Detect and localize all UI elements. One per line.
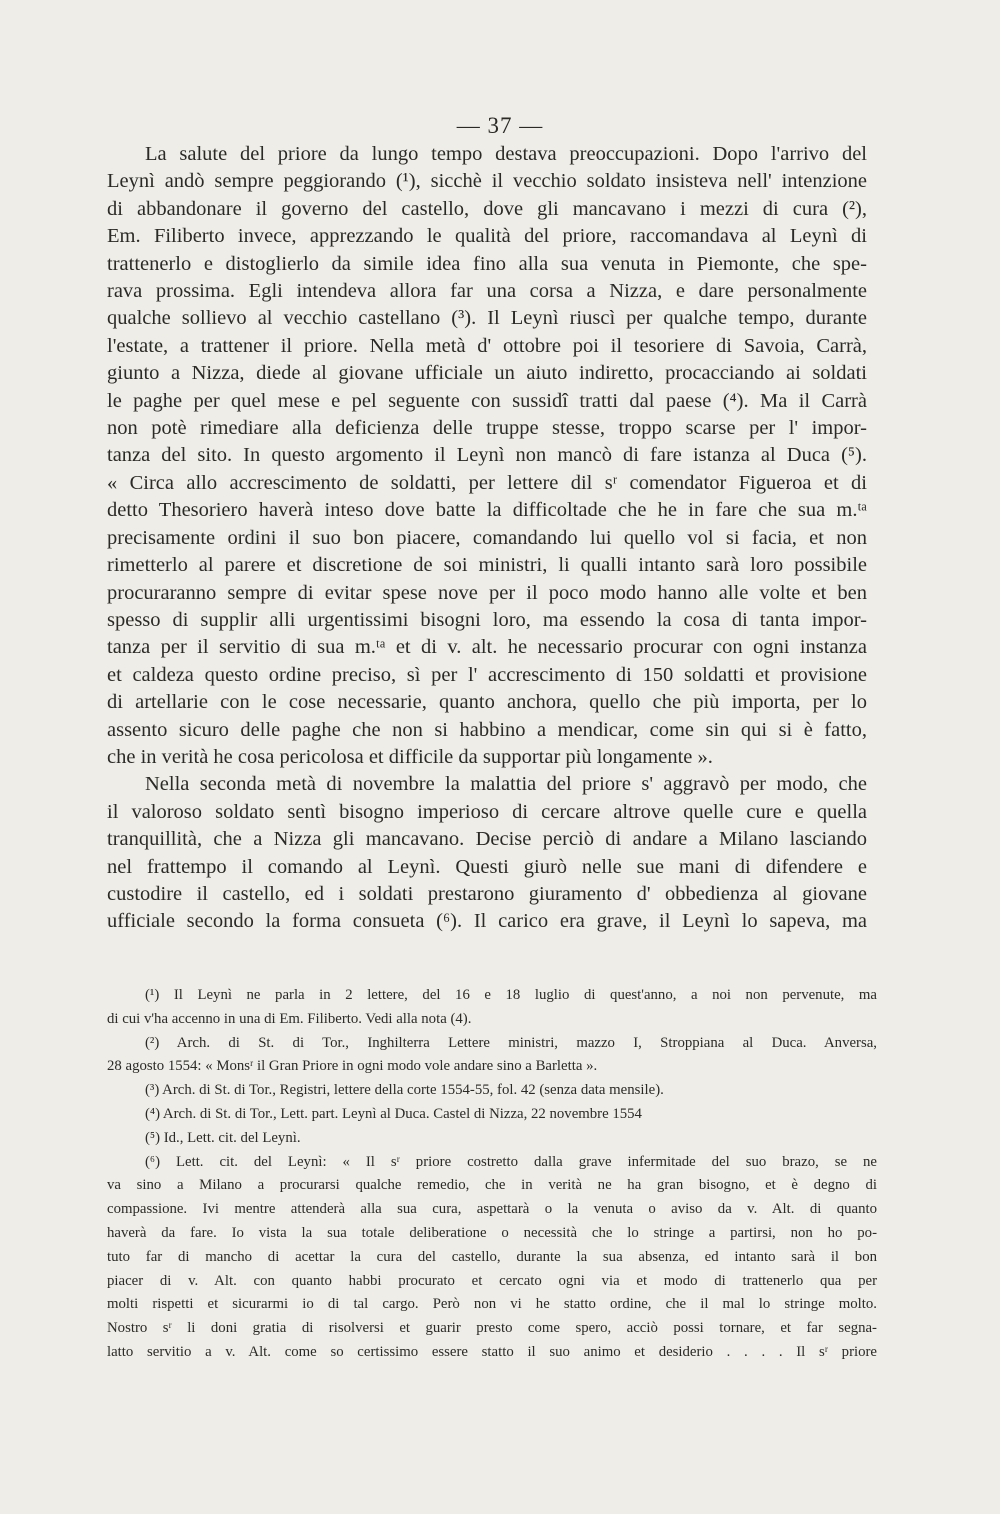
footnote-line: (³) Arch. di St. di Tor., Registri, lettere della corte 1554-55, fol. 42 (senza data mensile). — [145, 1082, 664, 1099]
footnote-line: 28 agosto 1554: « Monsʳ il Gran Priore in ogni modo vole andare sino a Barletta ». — [107, 1058, 598, 1075]
text-line: custodire il castello, ed i soldati prestarono giuramento d' obbedienza al giovane — [107, 882, 867, 905]
footnote-line: (⁴) Arch. di St. di Tor., Lett. part. Leynì al Duca. Castel di Nizza, 22 novembre 1554 — [145, 1105, 642, 1122]
text-line: tranquillità, che a Nizza gli mancavano. Decise perciò di andare a Milano lasciando — [107, 828, 867, 851]
text-line: nel frattempo il comando al Leynì. Questi giurò nelle sue mani di difendere e — [107, 855, 867, 878]
text-line: detto Thesoriero haverà inteso dove batte la difficoltade che he in fare che sua m.ᵗᵃ — [107, 499, 867, 522]
text-line: La salute del priore da lungo tempo destava preoccupazioni. Dopo l'arrivo del — [145, 143, 867, 165]
footnote-line: Nostro sʳ li doni gratia di risolversi et guarir presto come spero, acciò possi tornare, et far segna- — [107, 1320, 877, 1337]
text-line: che in verità he cosa pericolosa et difficile da supportar più longamente ». — [107, 745, 713, 768]
footnote-line: compassione. Ivi mentre attenderà alla sua cura, aspettarà o la venuta o aviso da v. Alt. di quanto — [107, 1201, 877, 1218]
text-line: Nella seconda metà di novembre la malattia del priore s' aggravò per modo, che — [145, 773, 867, 796]
text-line: spesso di supplir alli urgentissimi bisogni loro, ma essendo la cosa di tanta impor- — [107, 608, 867, 631]
text-line: non potè rimediare alla deficienza delle truppe stesse, troppo scarse per l' impor- — [107, 417, 867, 440]
text-line: rava prossima. Egli intendeva allora far una corsa a Nizza, e dare personalmente — [107, 280, 867, 303]
footnote-line: (⁵) Id., Lett. cit. del Leynì. — [145, 1129, 301, 1146]
footnote-line: latto servitio a v. Alt. come so certissimo essere statto il suo animo et desiderio . . . . Il sʳ priore — [107, 1343, 877, 1360]
text-line: precisamente ordini il suo bon piacere, comandando lui quello vol si facia, et non — [107, 526, 867, 549]
footnote-line: (¹) Il Leynì ne parla in 2 lettere, del 16 e 18 luglio di quest'anno, a noi non pervenute, ma — [145, 987, 877, 1003]
main-text — [107, 141, 867, 936]
text-line: « Circa allo accrescimento de soldatti, per lettere dil sʳ comendator Figueroa et di — [107, 471, 867, 494]
footnote-line: (²) Arch. di St. di Tor., Inghilterra Lettere ministri, mazzo I, Stroppiana al Duca. Anversa, — [145, 1034, 877, 1051]
text-line: di artellarie con le cose necessarie, quanto anchora, quello che più importa, per lo — [107, 691, 867, 714]
text-line: procuraranno sempre di evitar spese nove per il poco modo hanno alle volte et ben — [107, 581, 867, 604]
page-number: — 37 — — [456, 113, 544, 138]
text-line: trattenerlo e distoglierlo da simile idea fino alla sua venuta in Piemonte, che spe- — [107, 252, 867, 275]
text-line: Leynì andò sempre peggiorando (¹), sicchè il vecchio soldato insisteva nell' intenzione — [107, 170, 867, 193]
footnote-line: molti rispetti et sicurarmi io di tal cargo. Però non vi he statto ordine, che il mal lo stringe molto. — [107, 1296, 877, 1313]
footnotes — [107, 984, 877, 1365]
footnote-line: (⁶) Lett. cit. del Leynì: « Il sʳ priore costretto dalla grave infermitade del suo brazo, se ne — [145, 1153, 877, 1170]
footnote-line: tuto far di mancho di acettar la cura del castello, durante la sua absenza, ed intanto sarà il bon — [107, 1248, 877, 1265]
text-line: et caldeza questo ordine preciso, sì per l' accrescimento di 150 soldatti et provisione — [107, 663, 867, 686]
footnote-line: di cui v'ha accenno in una di Em. Filiberto. Vedi alla nota (4). — [107, 1010, 472, 1027]
text-line: assento sicuro delle paghe che non si habbino a mendicar, come sin qui si è fatto, — [107, 718, 867, 741]
footnote-line: haverà da fare. Io vista la sua totale deliberatione o necessità che lo stringe a partirsi, non ho po- — [107, 1224, 877, 1241]
text-line: tanza del sito. In questo argomento il Leynì non mancò di fare istanza al Duca (⁵). — [107, 444, 867, 467]
text-line: il valoroso soldato sentì bisogno imperioso di cercare altrove quelle cure e quella — [107, 800, 867, 823]
footnote-line: va sino a Milano a procurarsi qualche remedio, che in verità ne ha gran bisogno, et è degno di — [107, 1177, 877, 1194]
text-line: rimetterlo al parere et discretione de soi ministri, li qualli intanto sarà loro possibile — [107, 554, 867, 577]
text-line: giunto a Nizza, diede al giovane ufficiale un aiuto indiretto, procacciando ai soldati — [107, 362, 867, 385]
text-line: ufficiale secondo la forma consueta (⁶). Il carico era grave, il Leynì lo sapeva, ma — [107, 910, 867, 933]
text-line: qualche sollievo al vecchio castellano (³). Il Leynì riuscì per qualche tempo, durante — [107, 307, 867, 330]
footnote-line: piacer di v. Alt. con quanto habbi procurato et cercato ogni via et modo di trattenerlo qua per — [107, 1272, 877, 1289]
text-line: di abbandonare il governo del castello, dove gli mancavano i mezzi di cura (²), — [107, 197, 867, 220]
text-line: le paghe per quel mese e pel seguente con sussidî tratti dal paese (⁴). Ma il Carrà — [107, 389, 867, 412]
text-line: tanza per il servitio di sua m.ᵗᵃ et di v. alt. he necessario procurar con ogni instanza — [107, 636, 867, 659]
text-line: l'estate, a trattener il priore. Nella metà d' ottobre poi il tesoriere di Savoia, Carrà, — [107, 334, 867, 357]
text-line: Em. Filiberto invece, apprezzando le qualità del priore, raccomandava al Leynì di — [107, 225, 867, 248]
